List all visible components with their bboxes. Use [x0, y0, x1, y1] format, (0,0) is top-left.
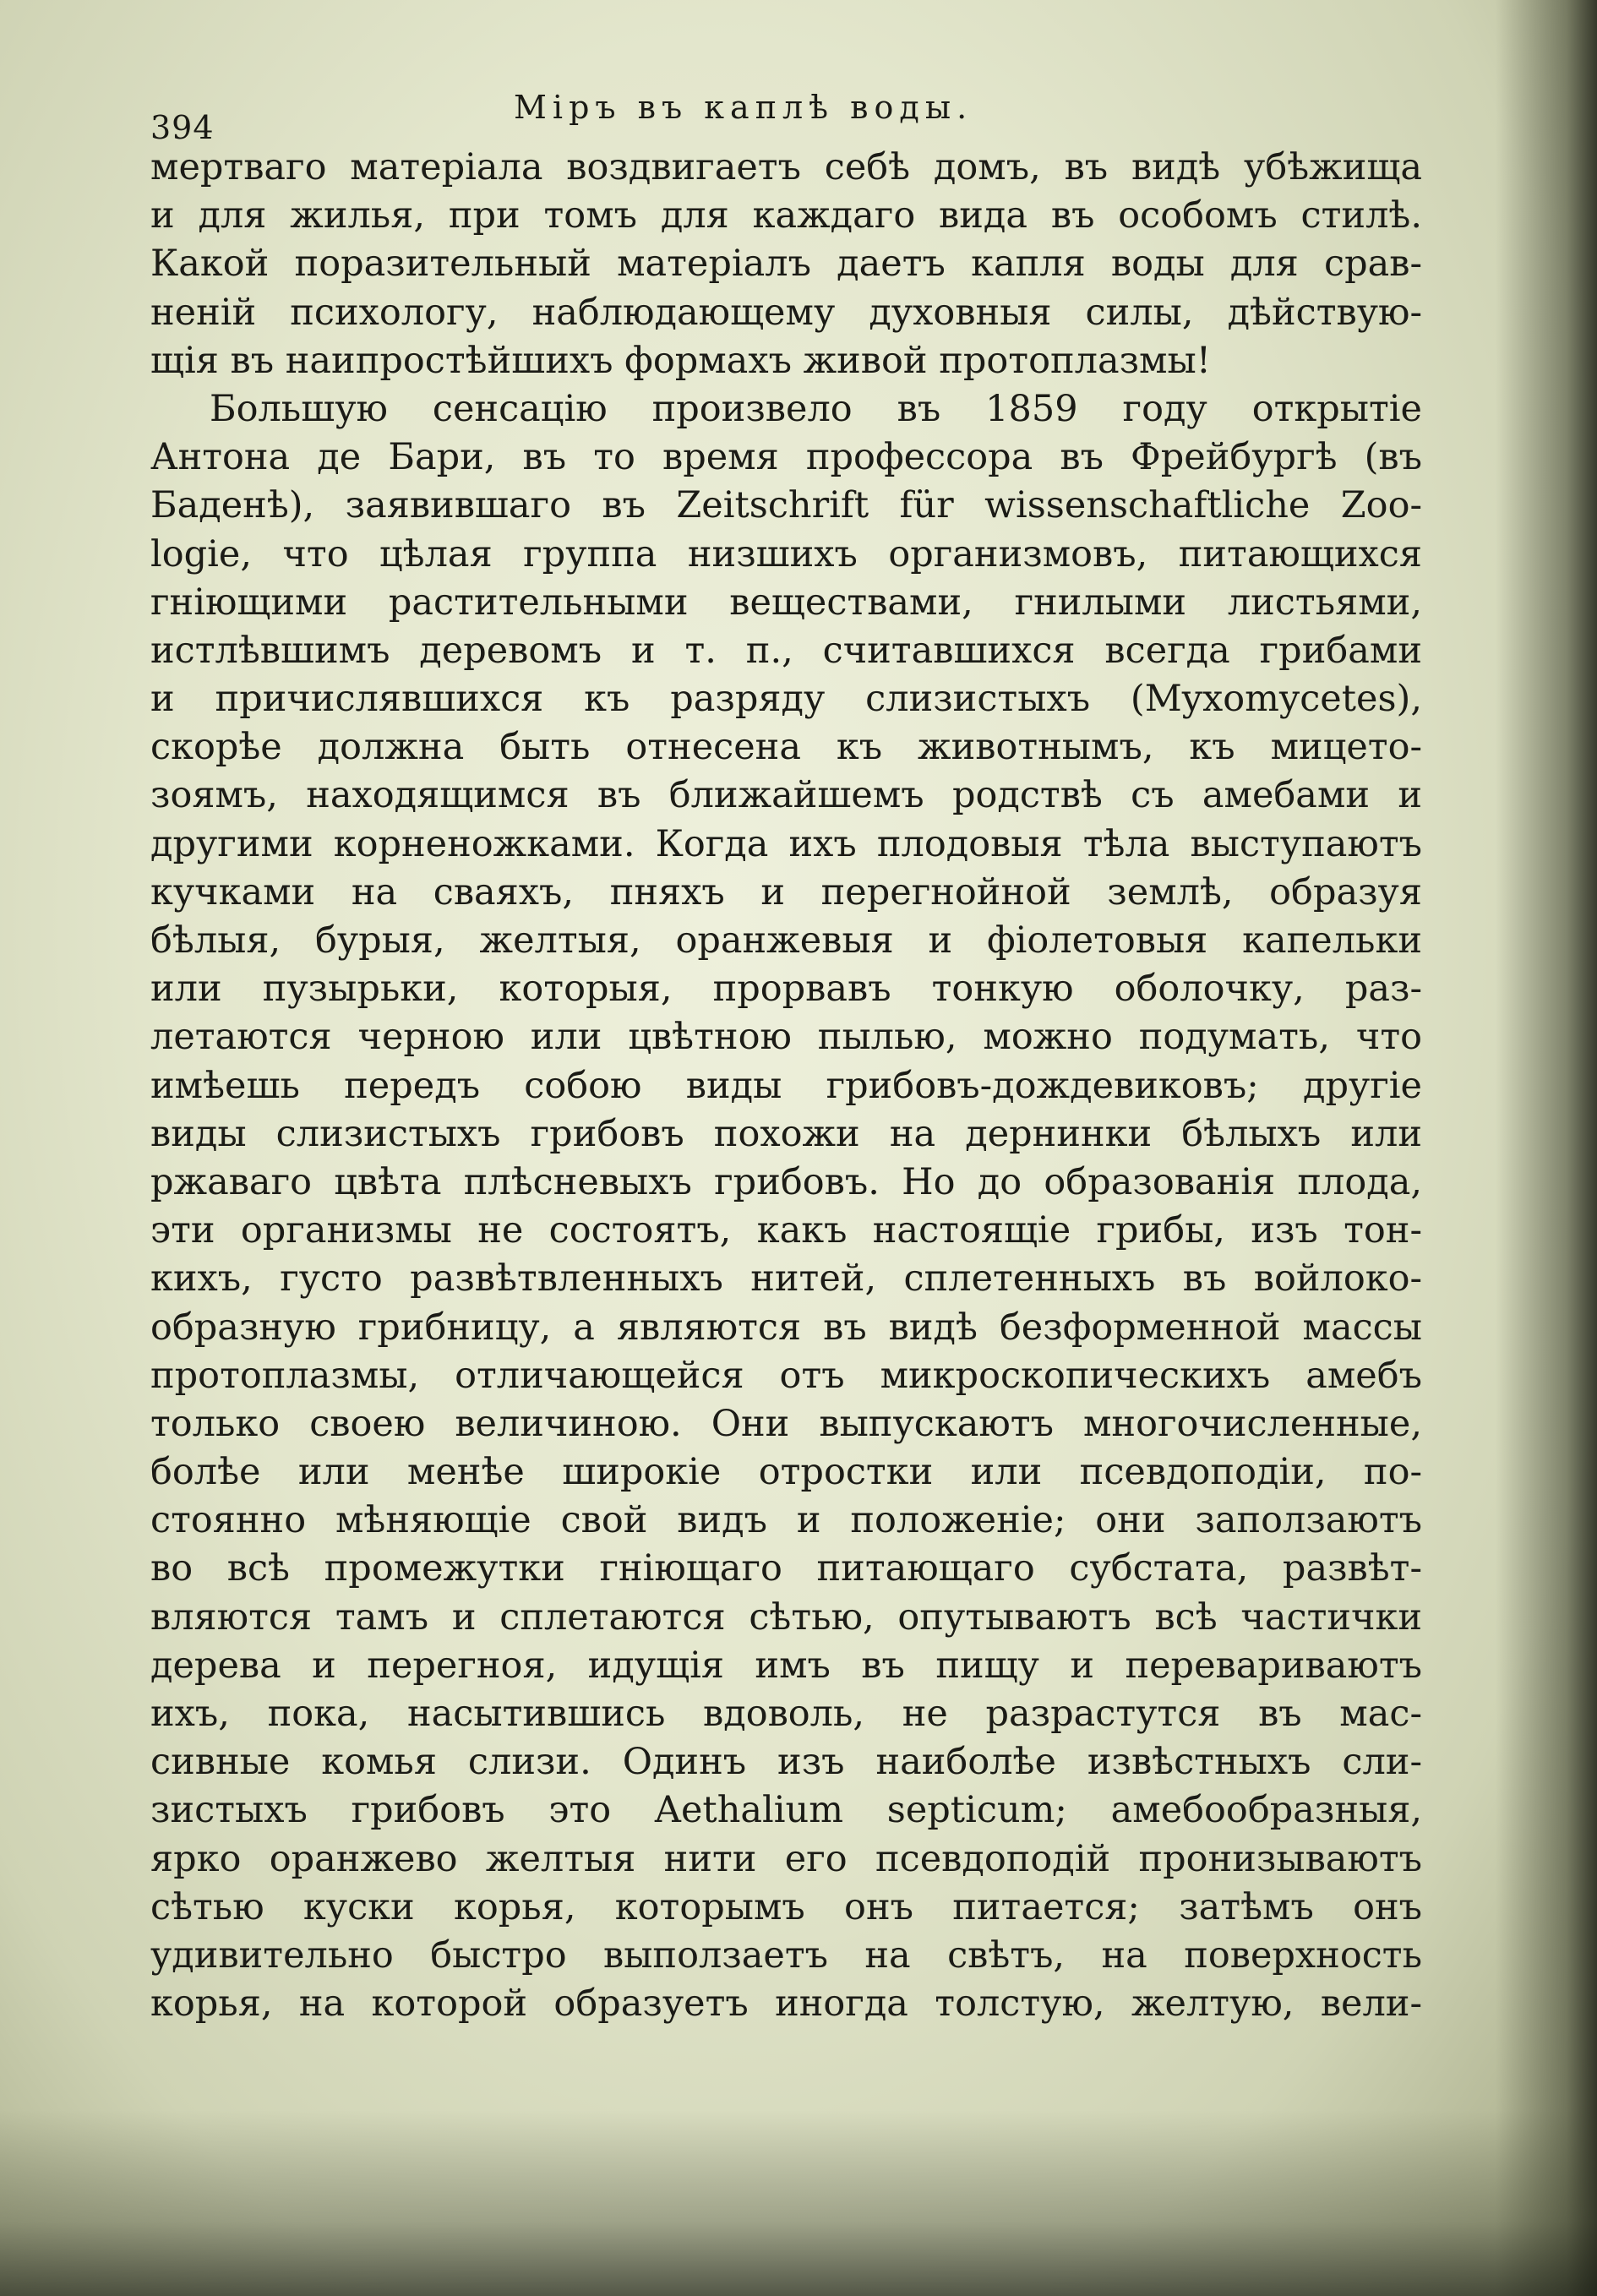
- text-line: стоянно мѣняющіе свой видъ и положеніе; они заползаютъ: [150, 1499, 1422, 1542]
- text-line: скорѣе должна быть отнесена къ животнымъ, къ мицето-: [150, 726, 1422, 769]
- body-text: [150, 144, 1422, 2028]
- paragraph-de-bary: [150, 385, 1422, 2028]
- text-line: зистыхъ грибовъ это Aethalium septicum; амебообразныя,: [150, 1789, 1422, 1832]
- text-line: бѣлыя, бурыя, желтыя, оранжевыя и фіолетовыя капельки: [150, 919, 1422, 962]
- text-line: болѣе или менѣе широкіе отростки или псевдоподіи, по-: [150, 1451, 1422, 1494]
- text-line: имѣешь передъ собою виды грибовъ-дождевиковъ; другіе: [150, 1064, 1422, 1107]
- text-line: ржаваго цвѣта плѣсневыхъ грибовъ. Но до образованія плода,: [150, 1160, 1422, 1203]
- text-line: летаются черною или цвѣтною пылью, можно подумать, что: [150, 1016, 1422, 1059]
- page-bottom-shadow: [0, 2110, 1597, 2296]
- text-line: дерева и перегноя, идущія имъ въ пищу и перевариваютъ: [150, 1644, 1422, 1687]
- text-line: кихъ, густо развѣтвленныхъ нитей, сплетенныхъ въ войлоко-: [150, 1257, 1422, 1301]
- text-line: удивительно быстро выползаетъ на свѣтъ, на поверхность: [150, 1933, 1422, 1977]
- text-line: logie, что цѣлая группа низшихъ организмовъ, питающихся: [150, 532, 1422, 575]
- text-line: ихъ, пока, насытившись вдоволь, не разрастутся въ мас-: [150, 1693, 1422, 1735]
- text-line: гніющими растительными веществами, гнилыми листьями,: [150, 581, 1422, 624]
- text-line: другими корненожками. Когда ихъ плодовыя тѣла выступаютъ: [150, 822, 1422, 865]
- text-line: сивные комья слизи. Одинъ изъ наиболѣе извѣстныхъ сли-: [150, 1741, 1422, 1784]
- text-line: истлѣвшимъ деревомъ и т. п., считавшихся всегда грибами: [150, 629, 1422, 672]
- text-line: мертваго матеріала воздвигаетъ себѣ домъ, въ видѣ убѣжища: [150, 146, 1422, 188]
- text-line: или пузырьки, которыя, прорвавъ тонкую оболочку, раз-: [150, 968, 1422, 1011]
- text-line: во всѣ промежутки гніющаго питающаго субстата, развѣт-: [150, 1547, 1422, 1590]
- text-line: сѣтью куски корья, которымъ онъ питается; затѣмъ онъ: [150, 1885, 1422, 1928]
- page-edge-shadow: [1496, 0, 1597, 2296]
- text-line: Антона де Бари, въ то время профессора въ Фрейбургѣ (въ: [150, 436, 1422, 479]
- page-header: [150, 89, 1418, 146]
- text-line: корья, на которой образуетъ иногда толстую, желтую, вели-: [150, 1982, 1422, 2026]
- text-line: щія въ наипростѣйшихъ формахъ живой протоплазмы!: [150, 339, 1211, 382]
- text-line: образную грибницу, а являются въ видѣ безформенной массы: [150, 1306, 1422, 1349]
- running-title: Міръ въ каплѣ воды.: [514, 89, 973, 126]
- text-line: эти организмы не состоятъ, какъ настоящіе грибы, изъ тон-: [150, 1209, 1422, 1252]
- text-line: Какой поразительный матеріалъ даетъ капля воды для срав-: [150, 243, 1422, 286]
- text-line: Большую сенсацію произвело въ 1859 году открытіе: [210, 387, 1422, 430]
- text-line: ярко оранжево желтыя нити его псевдоподій пронизываютъ: [150, 1837, 1422, 1880]
- text-line: протоплазмы, отличающейся отъ микроскопическихъ амебъ: [150, 1354, 1422, 1397]
- text-line: кучками на сваяхъ, пняхъ и перегнойной землѣ, образуя: [150, 870, 1422, 913]
- text-line: и для жилья, при томъ для каждаго вида въ особомъ стилѣ.: [150, 194, 1422, 237]
- text-line: и причислявшихся къ разряду слизистыхъ (Myxomycetes),: [150, 678, 1422, 721]
- page-number: 394: [150, 109, 215, 146]
- text-line: виды слизистыхъ грибовъ похожи на дернинки бѣлыхъ или: [150, 1112, 1422, 1155]
- text-line: зоямъ, находящимся въ ближайшемъ родствѣ съ амебами и: [150, 774, 1422, 817]
- text-line: вляются тамъ и сплетаются сѣтью, опутываютъ всѣ частички: [150, 1595, 1422, 1639]
- text-line: Баденѣ), заявившаго въ Zeitschrift für wissenschaftliche Zoo-: [150, 484, 1422, 527]
- text-line: только своею величиною. Они выпускаютъ многочисленные,: [150, 1402, 1422, 1445]
- text-line: неній психологу, наблюдающему духовныя силы, дѣйствую-: [150, 291, 1422, 334]
- paragraph-continuation: [150, 144, 1422, 385]
